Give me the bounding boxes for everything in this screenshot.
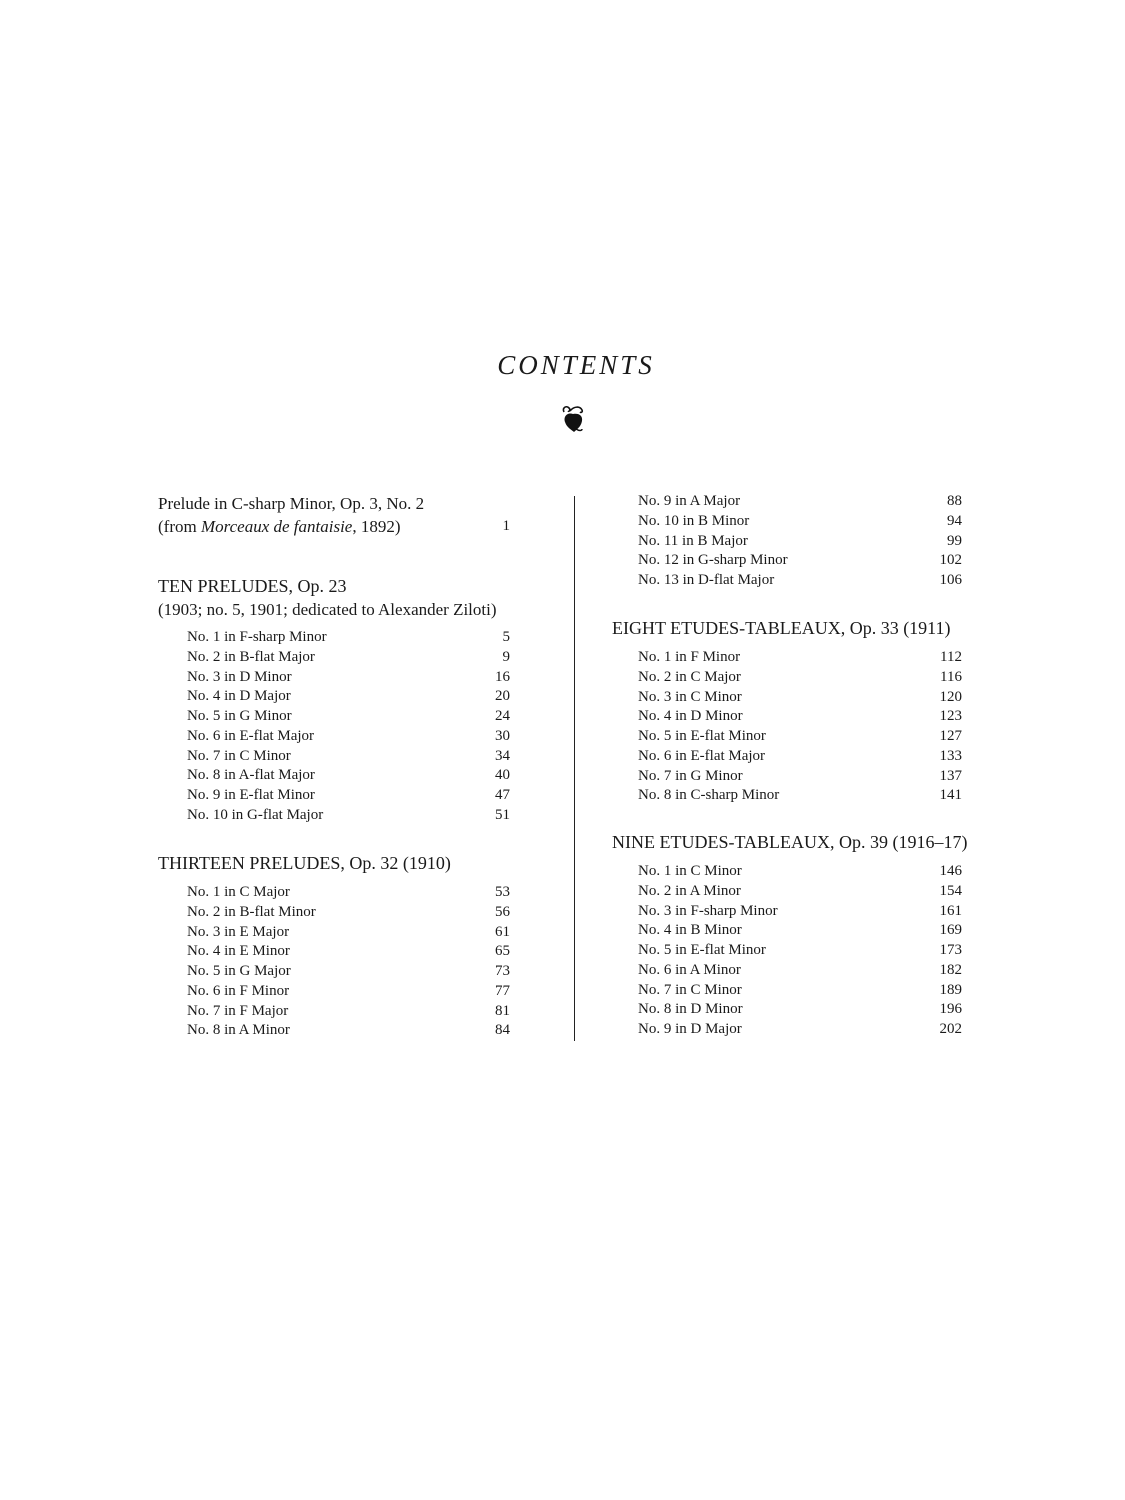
entry-page: 53	[495, 884, 510, 900]
toc-entry	[612, 1020, 962, 1040]
entry-title: No. 1 in C Minor	[638, 863, 742, 879]
spacer	[158, 621, 510, 628]
entry-title: No. 4 in D Major	[187, 688, 291, 705]
toc-entry	[612, 862, 962, 882]
toc-entry	[158, 747, 510, 767]
toc-entry	[158, 962, 510, 982]
toc-entry	[612, 707, 962, 727]
entry-page: 81	[495, 1002, 510, 1019]
entry-page: 40	[495, 767, 510, 784]
entry-page: 196	[939, 1001, 962, 1018]
entry-page: 137	[939, 767, 962, 784]
toc-entry	[158, 903, 510, 923]
entry-title: No. 5 in G Minor	[187, 708, 292, 724]
entry-title: No. 10 in G-flat Major	[187, 806, 324, 823]
entry-page: 123	[939, 708, 962, 725]
entry-page: 5	[502, 629, 510, 645]
entry-page: 56	[495, 903, 510, 920]
entry-page: 146	[939, 863, 962, 879]
section-heading: THIRTEEN PRELUDES, Op. 32 (1910)	[158, 853, 451, 873]
toc-entry	[158, 982, 510, 1002]
entry-title: No. 6 in A Minor	[638, 961, 741, 978]
toc-entry	[612, 882, 962, 902]
entry-page: 127	[939, 728, 962, 744]
entry-title: No. 7 in F Major	[187, 1002, 289, 1019]
entry-title: No. 12 in G-sharp Minor	[638, 552, 788, 569]
section-heading: TEN PRELUDES, Op. 23	[158, 576, 347, 596]
prelude-source	[158, 515, 510, 538]
entry-title: No. 8 in C-sharp Minor	[638, 787, 780, 804]
spacer	[612, 854, 962, 862]
entry-page: 88	[947, 493, 962, 509]
toc-entry	[158, 1021, 510, 1041]
entry-title: No. 1 in F-sharp Minor	[187, 629, 327, 645]
spacer	[612, 640, 962, 648]
entry-title: No. 6 in E-flat Major	[187, 727, 315, 744]
entry-title: No. 8 in D Minor	[638, 1001, 743, 1018]
toc-entry	[612, 492, 962, 512]
entry-title: No. 2 in B-flat Minor	[187, 903, 316, 920]
toc-entry	[612, 688, 962, 708]
section-subheading: (1903; no. 5, 1901; dedicated to Alexander Ziloti)	[158, 600, 497, 619]
toc-entry	[612, 921, 962, 941]
entry-title: No. 6 in F Minor	[187, 982, 290, 999]
entry-title: No. 2 in B-flat Major	[187, 648, 315, 665]
entry-title: No. 4 in D Minor	[638, 708, 743, 725]
entry-title: No. 4 in B Minor	[638, 922, 742, 939]
toc-entry	[158, 687, 510, 707]
toc-entry	[612, 941, 962, 961]
entry-page: 141	[939, 787, 962, 804]
toc-entry	[612, 747, 962, 767]
toc-entry	[612, 981, 962, 1001]
entry-title: No. 9 in D Major	[638, 1021, 742, 1037]
toc-entry	[158, 648, 510, 668]
entry-page: 61	[495, 923, 510, 940]
entry-title: No. 13 in D-flat Major	[638, 572, 775, 588]
entry-page: 189	[939, 981, 962, 998]
entry-page: 202	[939, 1021, 962, 1037]
entry-title: No. 2 in A Minor	[638, 882, 741, 899]
entry-title: No. 9 in A Major	[638, 493, 741, 509]
entry-page: 73	[495, 963, 510, 979]
entry-page: 51	[495, 806, 510, 823]
entry-title: No. 9 in E-flat Minor	[187, 787, 315, 803]
prelude-source-italic: Morceaux de fantaisie	[200, 517, 353, 536]
section-nine-etudes-tableaux	[612, 831, 968, 1040]
toc-entry	[158, 786, 510, 806]
toc-entry	[158, 1002, 510, 1022]
entry-page: 116	[940, 668, 962, 685]
entry-page: 16	[495, 668, 510, 685]
entry-page: 30	[495, 727, 510, 744]
entry-page: 34	[495, 747, 510, 764]
entry-page: 182	[939, 961, 962, 978]
entry-page: 169	[939, 922, 962, 939]
entry-title: No. 3 in E Major	[187, 923, 290, 940]
toc-entry	[612, 786, 962, 806]
entry-title: No. 7 in G Minor	[638, 767, 743, 784]
toc-entry	[612, 727, 962, 747]
entry-title: No. 8 in A Minor	[187, 1022, 290, 1039]
entry-page: 161	[939, 902, 962, 919]
toc-entry	[612, 512, 962, 532]
entry-page: 65	[495, 943, 510, 960]
toc-entry	[612, 648, 962, 668]
entry-title: No. 5 in E-flat Minor	[638, 728, 766, 744]
section-heading: NINE ETUDES-TABLEAUX, Op. 39 (1916–17)	[612, 832, 968, 852]
entry-title: No. 6 in E-flat Major	[638, 747, 766, 764]
entry-title: No. 3 in F-sharp Minor	[638, 902, 778, 919]
toc-entry	[612, 668, 962, 688]
toc-entry	[612, 902, 962, 922]
fleuron-ornament-icon	[560, 402, 586, 434]
entry-page: 120	[939, 688, 962, 705]
toc-entry	[612, 767, 962, 787]
toc-entry	[612, 1000, 962, 1020]
entry-title: No. 2 in C Major	[638, 668, 741, 685]
section-eight-etudes-tableaux	[612, 617, 962, 806]
entry-title: No. 4 in E Minor	[187, 943, 290, 960]
entry-title: No. 1 in C Major	[187, 884, 290, 900]
toc-entry	[158, 883, 510, 903]
section-thirteen-preludes-cont	[612, 492, 962, 591]
toc-entry	[158, 942, 510, 962]
toc-entry	[612, 551, 962, 571]
entry-page: 24	[495, 708, 510, 724]
prelude-source-post: , 1892)	[352, 517, 401, 536]
prelude-source-pre: (from	[158, 517, 201, 536]
toc-entry	[612, 571, 962, 591]
section-thirteen-preludes	[158, 852, 510, 1041]
entry-title: No. 8 in A-flat Major	[187, 767, 315, 784]
toc-entry	[612, 961, 962, 981]
entry-title: No. 10 in B Minor	[638, 512, 750, 529]
toc-entry	[158, 727, 510, 747]
entry-title: No. 3 in D Minor	[187, 668, 292, 685]
toc-entry	[158, 628, 510, 648]
entry-page: 20	[495, 688, 510, 705]
prelude-entry	[158, 492, 510, 538]
entry-title: No. 7 in C Minor	[187, 747, 291, 764]
page-title: CONTENTS	[497, 350, 655, 380]
toc-entry	[158, 707, 510, 727]
entry-title: No. 11 in B Major	[638, 532, 748, 549]
entry-page: 84	[495, 1022, 510, 1039]
entry-page: 106	[939, 572, 962, 588]
entry-page: 94	[947, 512, 962, 529]
toc-entry	[158, 806, 510, 826]
entry-page: 102	[939, 552, 962, 569]
entry-title: No. 1 in F Minor	[638, 649, 741, 665]
entry-title: No. 5 in E-flat Minor	[638, 942, 766, 958]
entry-page: 77	[495, 982, 510, 999]
entry-page: 173	[939, 942, 962, 958]
entry-page: 47	[495, 787, 510, 803]
section-ten-preludes	[158, 575, 510, 826]
toc-entry	[158, 766, 510, 786]
entry-title: No. 5 in G Major	[187, 963, 291, 979]
entry-title: No. 7 in C Minor	[638, 981, 742, 998]
toc-entry	[158, 668, 510, 688]
entry-title: No. 3 in C Minor	[638, 688, 742, 705]
section-heading: EIGHT ETUDES-TABLEAUX, Op. 33 (1911)	[612, 618, 951, 638]
prelude-title: Prelude in C-sharp Minor, Op. 3, No. 2	[158, 494, 425, 513]
entry-page: 9	[502, 648, 510, 665]
entry-page: 154	[939, 882, 962, 899]
toc-entry	[158, 923, 510, 943]
toc-entry	[612, 532, 962, 552]
entry-page: 133	[939, 747, 962, 764]
prelude-page: 1	[502, 518, 510, 534]
entry-page: 112	[940, 649, 962, 665]
spacer	[158, 875, 510, 883]
entry-page: 99	[947, 532, 962, 549]
column-divider	[574, 496, 575, 1041]
